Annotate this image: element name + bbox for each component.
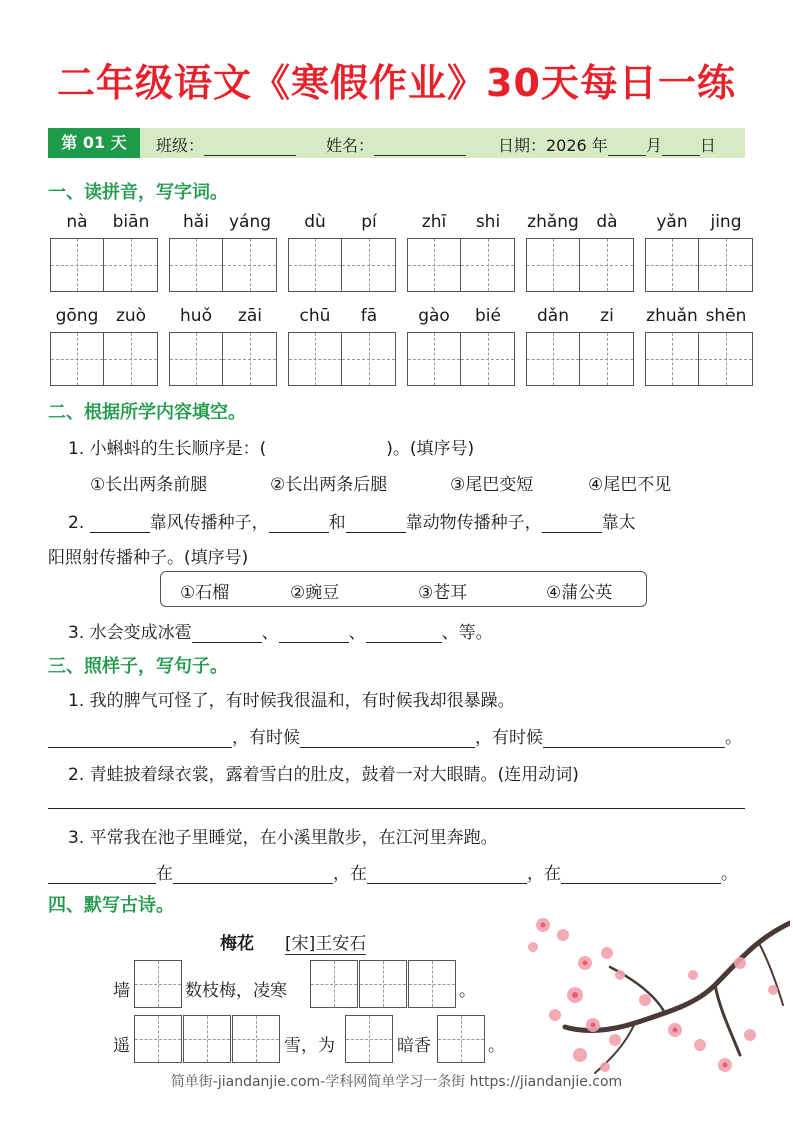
pinyin-label: gōng xyxy=(55,306,99,326)
answer-blank[interactable] xyxy=(542,514,602,533)
option: ③尾巴变短 xyxy=(450,475,534,495)
question-2-2 xyxy=(68,508,636,533)
pinyin-label: zhī xyxy=(421,212,447,232)
poem-text: 。 xyxy=(488,1036,505,1056)
writing-cell[interactable] xyxy=(223,238,277,292)
option: ④蒲公英 xyxy=(546,583,613,603)
answer-blank[interactable] xyxy=(192,624,262,643)
question-text: 靠太 xyxy=(601,513,636,533)
poem-text: 。 xyxy=(459,981,476,1001)
option: ②长出两条后腿 xyxy=(270,475,388,495)
option: ④尾巴不见 xyxy=(588,475,672,495)
pinyin-label: yáng xyxy=(228,212,272,232)
name-label: 姓名： xyxy=(326,136,375,155)
poem-blank-cell[interactable] xyxy=(345,1015,393,1063)
answer-text: ，在 xyxy=(333,864,367,884)
option: ②豌豆 xyxy=(290,583,340,603)
pinyin-label: shi xyxy=(475,212,501,232)
question-text: 、等。 xyxy=(441,623,493,643)
option: ①长出两条前腿 xyxy=(90,475,208,495)
info-bar xyxy=(48,128,745,158)
poem-blank-cell[interactable] xyxy=(437,1015,485,1063)
date-field xyxy=(498,133,716,156)
pinyin-label: zhǎng xyxy=(527,212,579,232)
sample-sentence-1: 1. 我的脾气可怪了，有时候我很温和，有时候我却很暴躁。 xyxy=(68,691,515,711)
writing-cell[interactable] xyxy=(526,332,580,386)
pinyin-label: zi xyxy=(600,306,614,326)
answer-blank[interactable] xyxy=(366,624,442,643)
writing-cell[interactable] xyxy=(407,238,461,292)
pinyin-label: hǎi xyxy=(183,212,209,232)
day-label: 日 xyxy=(699,136,716,155)
poem-author: [宋]王安石 xyxy=(285,929,366,955)
pinyin-label: gào xyxy=(418,306,450,326)
poem-blank-cell[interactable] xyxy=(310,960,358,1008)
sample-sentence-2: 2. 青蛙披着绿衣裳，露着雪白的肚皮，鼓着一对大眼睛。(连用动词) xyxy=(68,765,579,785)
date-label: 日期：2026 年 xyxy=(498,136,608,155)
answer-blank[interactable] xyxy=(48,865,156,884)
option: ③苍耳 xyxy=(418,583,468,603)
writing-cell[interactable] xyxy=(50,332,104,386)
section-3-heading: 三、照样子，写句子。 xyxy=(48,656,228,677)
answer-line-2[interactable] xyxy=(48,808,745,809)
page-title: 二年级语文《寒假作业》30天每日一练 xyxy=(57,61,736,105)
writing-cell[interactable] xyxy=(699,332,753,386)
writing-cell[interactable] xyxy=(342,238,396,292)
pinyin-label: dà xyxy=(596,212,618,232)
answer-text: 。 xyxy=(721,864,738,884)
question-text: )。(填序号) xyxy=(386,439,475,459)
option: ①石榴 xyxy=(180,583,230,603)
question-text: 1. 小蝌蚪的生长顺序是：( xyxy=(68,439,267,459)
question-2-2-cont: 阳照射传播种子。(填序号) xyxy=(48,548,249,568)
answer-blank[interactable] xyxy=(346,514,406,533)
pinyin-label: pí xyxy=(361,212,377,232)
writing-cell[interactable] xyxy=(407,332,461,386)
pinyin-label: nà xyxy=(66,212,88,232)
poem-text: 雪，为 xyxy=(284,1036,335,1056)
answer-blank[interactable] xyxy=(48,729,232,748)
answer-line-1 xyxy=(48,723,742,748)
pinyin-label: zuò xyxy=(115,306,147,326)
answer-blank[interactable] xyxy=(279,624,349,643)
answer-text: 。 xyxy=(725,728,742,748)
question-text: 3. 水会变成冰雹 xyxy=(68,623,192,643)
separator: 、 xyxy=(261,623,279,643)
writing-cell[interactable] xyxy=(580,332,634,386)
answer-text: ，有时候 xyxy=(232,728,300,748)
writing-cell[interactable] xyxy=(50,238,104,292)
answer-line-3 xyxy=(48,859,738,884)
month-blank[interactable] xyxy=(608,139,646,156)
pinyin-label: zāi xyxy=(237,306,263,326)
poem-title: 梅花 xyxy=(220,934,254,954)
pinyin-label: huǒ xyxy=(180,306,212,326)
poem-text: 墙 xyxy=(113,981,130,1001)
separator: 、 xyxy=(348,623,366,643)
answer-blank[interactable] xyxy=(90,514,150,533)
question-text: 靠风传播种子， xyxy=(149,513,269,533)
plum-blossom-illustration xyxy=(515,905,790,1080)
pinyin-label: dù xyxy=(304,212,326,232)
poem-blank-cell[interactable] xyxy=(183,1015,231,1063)
sample-sentence-3: 3. 平常我在池子里睡觉，在小溪里散步，在江河里奔跑。 xyxy=(68,828,498,848)
pinyin-label: chū xyxy=(299,306,331,326)
writing-cell[interactable] xyxy=(104,332,158,386)
writing-cell[interactable] xyxy=(645,332,699,386)
pinyin-label: biān xyxy=(112,212,150,232)
pinyin-label: bié xyxy=(475,306,501,326)
section-1-heading: 一、读拼音，写字词。 xyxy=(48,182,228,203)
writing-cell[interactable] xyxy=(461,332,515,386)
pinyin-label: dǎn xyxy=(537,306,569,326)
answer-blank[interactable] xyxy=(561,865,721,884)
writing-cell[interactable] xyxy=(461,238,515,292)
question-2-3 xyxy=(68,618,493,643)
question-number: 2. xyxy=(68,513,85,533)
writing-cell[interactable] xyxy=(526,238,580,292)
poem-blank-cell[interactable] xyxy=(359,960,407,1008)
section-4-heading: 四、默写古诗。 xyxy=(48,895,174,916)
class-label: 班级： xyxy=(156,136,205,155)
answer-text: 在 xyxy=(156,864,173,884)
pinyin-label: yǎn xyxy=(656,212,688,232)
writing-cell[interactable] xyxy=(288,238,342,292)
writing-cell[interactable] xyxy=(645,238,699,292)
answer-text: ，在 xyxy=(527,864,561,884)
poem-blank-cell[interactable] xyxy=(134,1015,182,1063)
answer-blank[interactable] xyxy=(173,865,333,884)
answer-blank[interactable] xyxy=(367,865,527,884)
day-badge: 第 01 天 xyxy=(48,128,140,158)
writing-cell[interactable] xyxy=(580,238,634,292)
footer-watermark: 简单街-jiandanjie.com-学科网简单学习一条街 https://jiandanjie.com xyxy=(170,1074,623,1090)
answer-text: ，有时候 xyxy=(475,728,543,748)
day-blank[interactable] xyxy=(662,139,700,156)
pinyin-label: zhuǎn xyxy=(646,306,698,326)
class-field xyxy=(156,133,296,156)
month-label: 月 xyxy=(645,136,662,155)
poem-text: 暗香 xyxy=(397,1036,431,1056)
question-text: 靠动物传播种子， xyxy=(405,513,542,533)
writing-cell[interactable] xyxy=(223,332,277,386)
name-field xyxy=(326,133,466,156)
name-blank[interactable] xyxy=(374,139,466,156)
section-2-heading: 二、根据所学内容填空。 xyxy=(48,402,246,423)
class-blank[interactable] xyxy=(204,139,296,156)
pinyin-label: fā xyxy=(360,306,378,326)
question-2-1 xyxy=(68,434,474,459)
poem-blank-cell[interactable] xyxy=(134,960,182,1008)
poem-blank-cell[interactable] xyxy=(232,1015,280,1063)
writing-cell[interactable] xyxy=(699,238,753,292)
poem-text: 遥 xyxy=(113,1036,130,1056)
writing-cell[interactable] xyxy=(169,238,223,292)
question-text: 和 xyxy=(328,513,346,533)
writing-cell[interactable] xyxy=(288,332,342,386)
pinyin-label: shēn xyxy=(705,306,747,326)
writing-cell[interactable] xyxy=(169,332,223,386)
poem-blank-cell[interactable] xyxy=(408,960,456,1008)
writing-cell[interactable] xyxy=(342,332,396,386)
writing-cell[interactable] xyxy=(104,238,158,292)
pinyin-label: jing xyxy=(710,212,742,232)
poem-text: 数枝梅，凌寒 xyxy=(185,981,287,1001)
answer-blank[interactable] xyxy=(543,729,725,748)
answer-blank[interactable] xyxy=(269,514,329,533)
answer-blank[interactable] xyxy=(300,729,475,748)
